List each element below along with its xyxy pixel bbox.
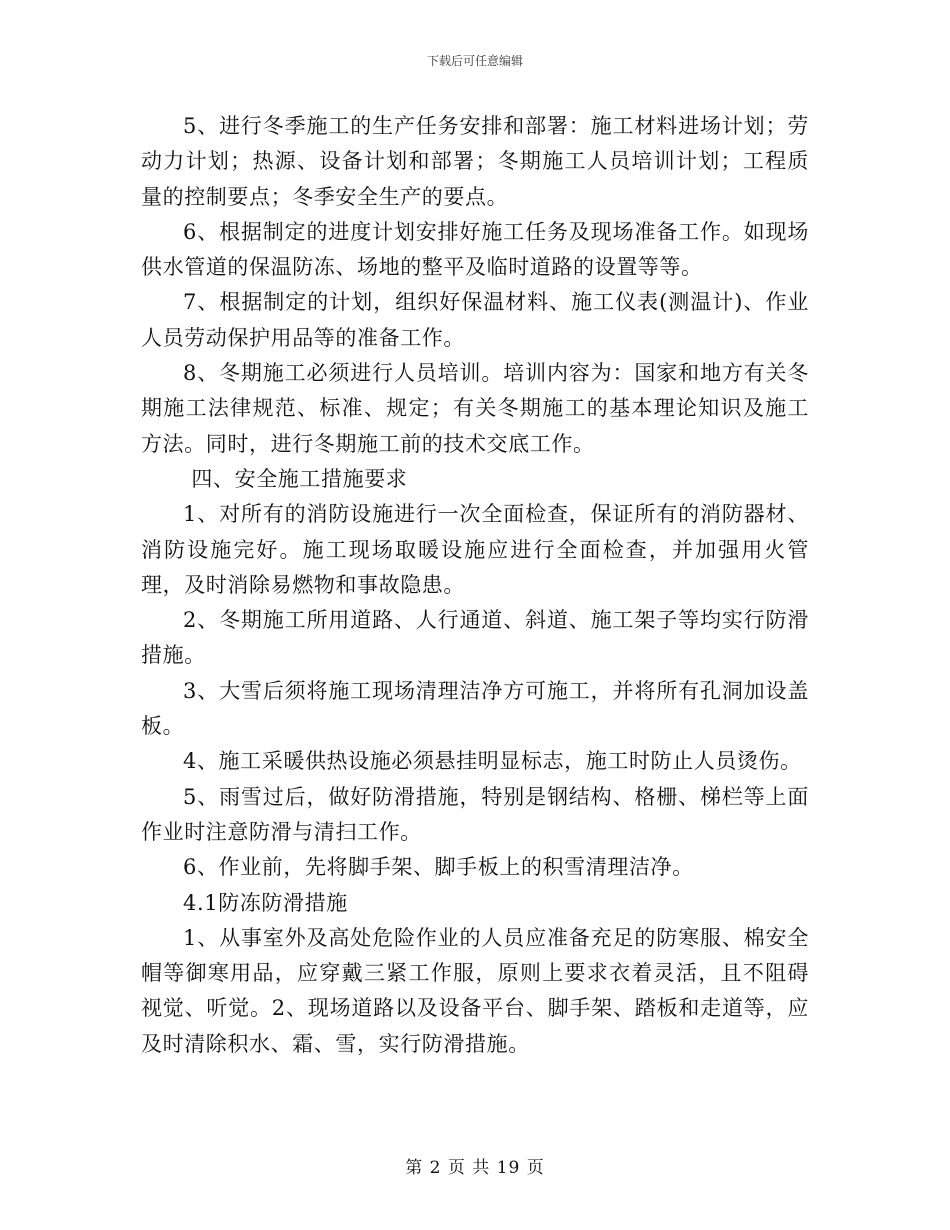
subsection-heading-antifreeze: 4.1防冻防滑措施 [183, 890, 348, 915]
page-header: 下载后可任意编辑 [426, 54, 523, 68]
page-footer-pagination: 第 2 页 共 19 页 [405, 1158, 545, 1178]
section-heading-safety: 四、安全施工措施要求 [191, 466, 408, 491]
paragraph-scaffold-snow: 6、作业前，先将脚手架、脚手板上的积雪清理洁净。 [183, 855, 694, 880]
paragraph-personnel-training: 8、冬期施工必须进行人员培训。培训内容为：国家和地方有关冬期施工法律规范、标准、规定；有关冬期施工的基本理论知识及施工方法。同时，进行冬期施工前的技术交底工作。 [141, 361, 809, 456]
document-body [141, 109, 809, 1062]
paragraph-fire-inspection: 1、对所有的消防设施进行一次全面检查，保证所有的消防器材、消防设施完好。施工现场取暖设施应进行全面检查，并加强用火管理，及时消除易燃物和事故隐患。 [141, 502, 809, 597]
paragraph-snow-cleanup: 3、大雪后须将施工现场清理洁净方可施工，并将所有孔洞加设盖板。 [141, 678, 809, 739]
paragraph-task-arrangement: 5、进行冬季施工的生产任务安排和部署：施工材料进场计划；劳动力计划；热源、设备计划和部署；冬期施工人员培训计划；工程质量的控制要点；冬季安全生产的要点。 [141, 114, 809, 209]
paragraph-anti-slip-roads: 2、冬期施工所用道路、人行通道、斜道、施工架子等均实行防滑措施。 [141, 608, 809, 668]
paragraph-heating-signs: 4、施工采暖供热设施必须悬挂明显标志，施工时防止人员烫伤。 [183, 749, 802, 774]
paragraph-cold-protection: 1、从事室外及高处危险作业的人员应准备充足的防寒服、棉安全帽等御寒用品，应穿戴三紧工作服，原则上要求衣着灵活，且不阻碍视觉、听觉。2、现场道路以及设备平台、脚手架、踏板和走道等，应及时清除积水、霜、雪，实行防滑措施。 [141, 925, 809, 1056]
paragraph-site-preparation: 6、根据制定的进度计划安排好施工任务及现场准备工作。如现场供水管道的保温防冻、场地的整平及临时道路的设置等等。 [141, 219, 809, 280]
paragraph-materials-preparation: 7、根据制定的计划，组织好保温材料、施工仪表(测温计)、作业人员劳动保护用品等的准备工作。 [141, 290, 809, 350]
paragraph-after-rain-snow: 5、雨雪过后，做好防滑措施，特别是钢结构、格栅、梯栏等上面作业时注意防滑与清扫工作。 [141, 784, 809, 844]
